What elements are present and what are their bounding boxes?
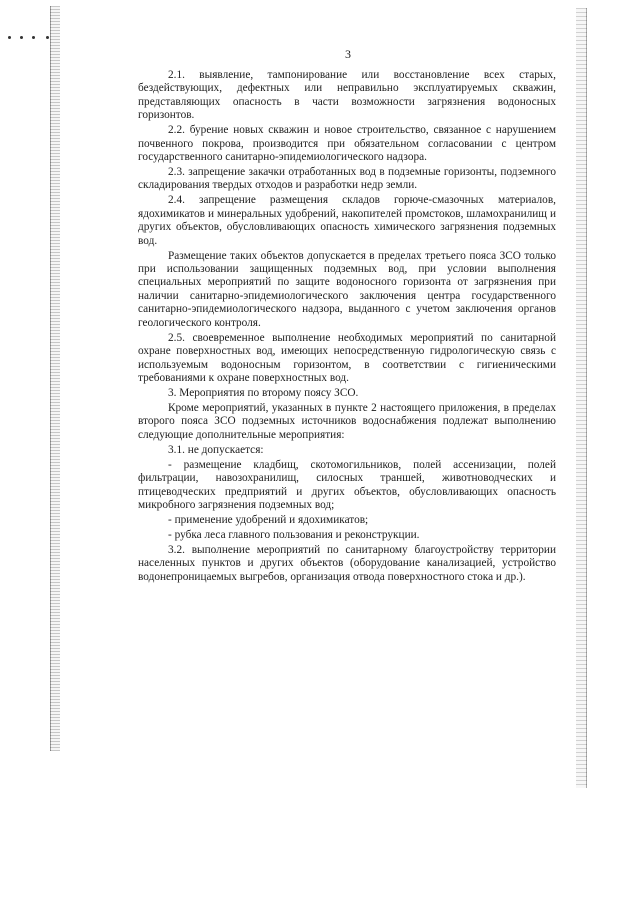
scan-edge-right	[576, 8, 587, 788]
list-item-logging: - рубка леса главного пользования и реконструкции.	[168, 528, 420, 541]
page-number: 3	[345, 47, 351, 61]
paragraph-2-5: 2.5. своевременное выполнение необходимых мероприятий по санитарной охране поверхностных вод, имеющих непосредственную гидрологическую связь с используемым водоносным горизонтом, в соответствии с гигиеническими требованиями к охране поверхностных вод.	[138, 331, 556, 384]
list-item-fertilizers: - применение удобрений и ядохимикатов;	[168, 513, 369, 526]
scan-artifact-dots	[8, 36, 52, 42]
scan-edge-left	[50, 6, 60, 751]
paragraph-2-2: 2.2. бурение новых скважин и новое строительство, связанное с нарушением почвенного покрова, производится при обязательном согласовании с центром государственного санитарно-эпидемиологического надзора.	[138, 124, 556, 164]
paragraph-3-2: 3.2. выполнение мероприятий по санитарному благоустройству территории населенных пунктов и других объектов (оборудование канализацией, устройство водонепроницаемых выгребов, организация отвода поверхностного стока и др.).	[138, 543, 556, 583]
paragraph-2-3: 2.3. запрещение закачки отработанных вод в подземные горизонты, подземного складирования твердых отходов и разработки недр земли.	[138, 166, 556, 192]
list-item-cemeteries: - размещение кладбищ, скотомогильников, полей ассенизации, полей фильтрации, навозохранилищ, силосных траншей, животноводческих и птицеводческих предприятий и других объектов, обусловливающих опасность микробного загрязнения подземных вод;	[138, 458, 556, 511]
paragraph-2-4: 2.4. запрещение размещения складов горюче-смазочных материалов, ядохимикатов и минеральных удобрений, накопителей промстоков, шламохранилищ и других объектов, обусловливающих опасность химического загрязнения подземных вод.	[138, 194, 556, 247]
paragraph-placement: Размещение таких объектов допускается в пределах третьего пояса ЗСО только при использовании защищенных подземных вод, при условии выполнения специальных мероприятий по защите водоносного горизонта от загрязнения при наличии санитарно-эпидемиологического заключения центра государственного санитарно-эпидемиологического надзора, выданного с учетом заключения органов геологического контроля.	[138, 249, 556, 329]
paragraph-2-1: 2.1. выявление, тампонирование или восстановление всех старых, бездействующих, дефектных или неправильно эксплуатируемых скважин, представляющих опасность в части возможности загрязнения водоносных горизонтов.	[138, 69, 556, 122]
paragraph-3-1: 3.1. не допускается:	[168, 443, 264, 456]
document-body	[138, 69, 556, 586]
section-3-heading: 3. Мероприятия по второму поясу ЗСО.	[168, 386, 359, 399]
paragraph-section-3-intro: Кроме мероприятий, указанных в пункте 2 настоящего приложения, в пределах второго пояса ЗСО подземных источников водоснабжения подлежат выполнению следующие дополнительные мероприятия:	[138, 401, 556, 441]
